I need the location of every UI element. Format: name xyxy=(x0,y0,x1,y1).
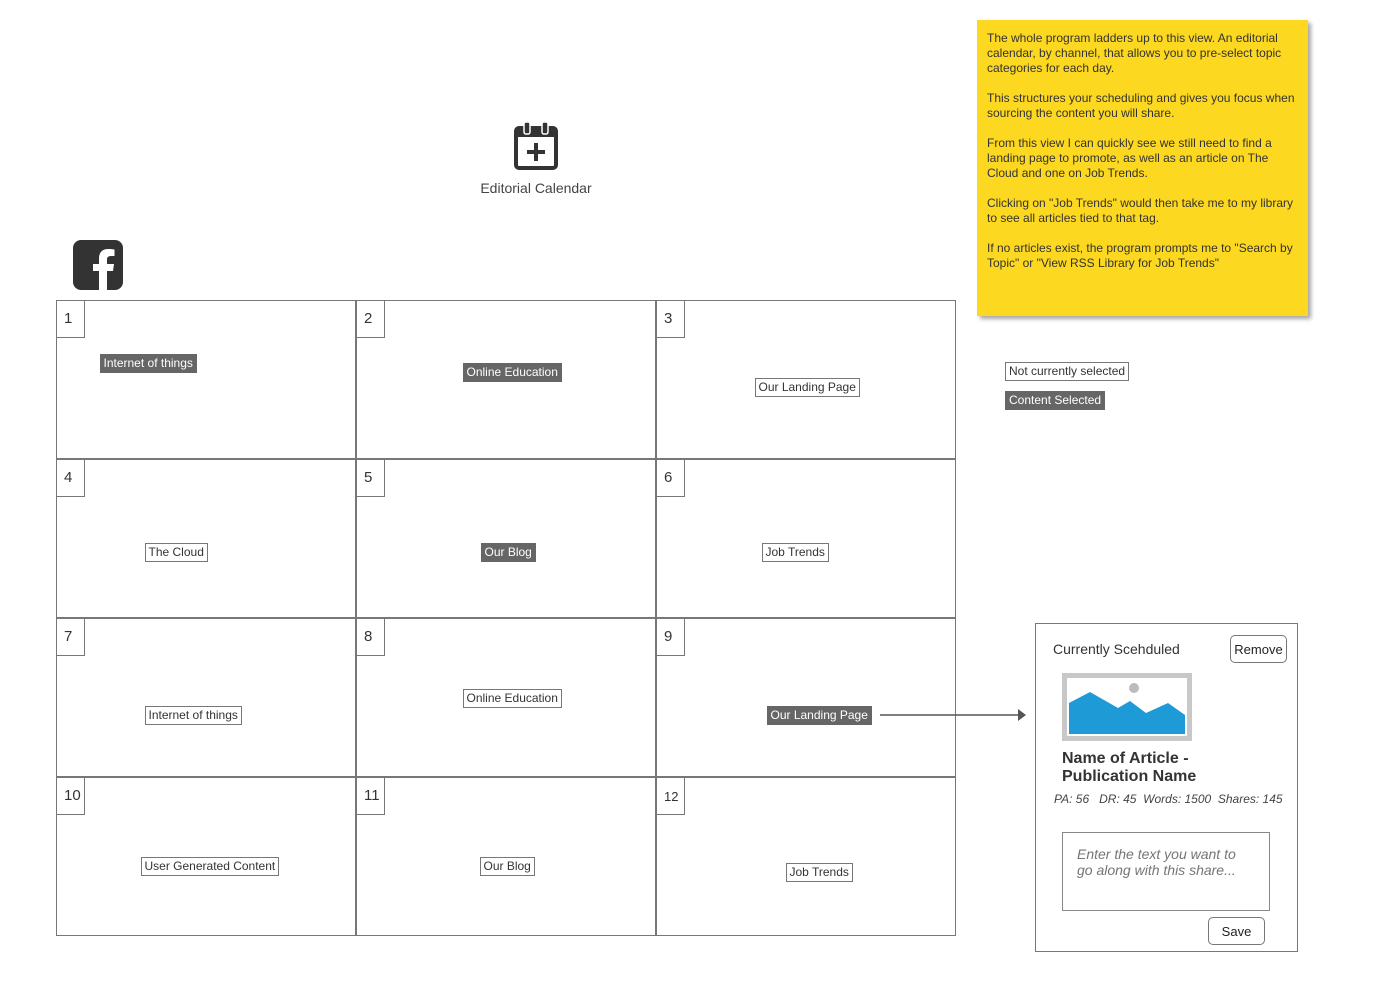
calendar-day-cell[interactable] xyxy=(356,618,656,777)
calendar-day-cell[interactable] xyxy=(656,777,956,936)
day-number: 6 xyxy=(657,460,685,497)
note-paragraph: From this view I can quickly see we still need to find a landing page to promote, as well as an article on The Cloud and one on Job Trends. xyxy=(987,136,1272,180)
calendar-day-cell[interactable] xyxy=(56,300,356,459)
note-paragraph: The whole program ladders up to this view. An editorial calendar, by channel, that allows you to pre-select topic categories for each day. xyxy=(987,31,1282,75)
facebook-icon[interactable] xyxy=(73,240,123,290)
calendar-day-cell[interactable] xyxy=(56,777,356,936)
day-number: 5 xyxy=(357,460,385,497)
topic-tag[interactable]: Online Education xyxy=(463,363,562,382)
day-number: 1 xyxy=(57,301,85,338)
calendar-day-cell[interactable] xyxy=(656,618,956,777)
calendar-day-cell[interactable] xyxy=(356,459,656,618)
day-number: 7 xyxy=(57,619,85,656)
day-number: 10 xyxy=(57,778,85,815)
calendar-day-cell[interactable] xyxy=(656,300,956,459)
topic-tag[interactable]: Our Landing Page xyxy=(767,706,872,725)
day-number: 9 xyxy=(657,619,685,656)
note-paragraph: Clicking on "Job Trends" would then take me to my library to see all articles tied to that tag. xyxy=(987,196,1293,225)
topic-tag[interactable]: Job Trends xyxy=(762,543,829,562)
calendar-grid xyxy=(56,300,956,936)
remove-button[interactable]: Remove xyxy=(1230,635,1287,663)
topic-tag[interactable]: User Generated Content xyxy=(141,857,280,876)
calendar-day-cell[interactable] xyxy=(356,300,656,459)
image-placeholder-icon xyxy=(1062,673,1192,741)
page-title: Editorial Calendar xyxy=(480,180,592,196)
calendar-day-cell[interactable] xyxy=(356,777,656,936)
legend-not-selected: Not currently selected xyxy=(1005,362,1129,381)
article-title[interactable]: Name of Article - Publication Name xyxy=(1062,750,1197,785)
save-button[interactable]: Save xyxy=(1208,917,1265,945)
calendar-day-cell[interactable] xyxy=(56,459,356,618)
topic-tag[interactable]: The Cloud xyxy=(145,543,208,562)
legend-content-selected: Content Selected xyxy=(1005,391,1105,410)
article-metrics: PA: 56 DR: 45 Words: 1500 Shares: 145 xyxy=(1054,792,1283,806)
calendar-day-cell[interactable] xyxy=(656,459,956,618)
note-paragraph: This structures your scheduling and gives you focus when sourcing the content you will share. xyxy=(987,91,1295,120)
note-paragraph: If no articles exist, the program prompts me to "Search by Topic" or "View RSS Library for Job Trends" xyxy=(987,241,1293,270)
topic-tag[interactable]: Job Trends xyxy=(786,863,853,882)
day-number: 3 xyxy=(657,301,685,338)
sticky-note xyxy=(977,20,1308,316)
share-text-input[interactable] xyxy=(1062,832,1270,911)
day-number: 2 xyxy=(357,301,385,338)
panel-title: Currently Scehduled xyxy=(1053,641,1180,657)
topic-tag[interactable]: Our Landing Page xyxy=(755,378,860,397)
scheduled-panel xyxy=(1035,623,1298,952)
topic-tag[interactable]: Internet of things xyxy=(100,354,197,373)
day-number: 4 xyxy=(57,460,85,497)
day-number: 12 xyxy=(657,778,685,815)
topic-tag[interactable]: Our Blog xyxy=(481,543,536,562)
day-number: 8 xyxy=(357,619,385,656)
day-number: 11 xyxy=(357,778,385,815)
calendar-plus-icon xyxy=(512,120,560,172)
topic-tag[interactable]: Internet of things xyxy=(145,706,242,725)
calendar-day-cell[interactable] xyxy=(56,618,356,777)
topic-tag[interactable]: Our Blog xyxy=(480,857,535,876)
connector-arrow xyxy=(880,705,1030,725)
topic-tag[interactable]: Online Education xyxy=(463,689,562,708)
